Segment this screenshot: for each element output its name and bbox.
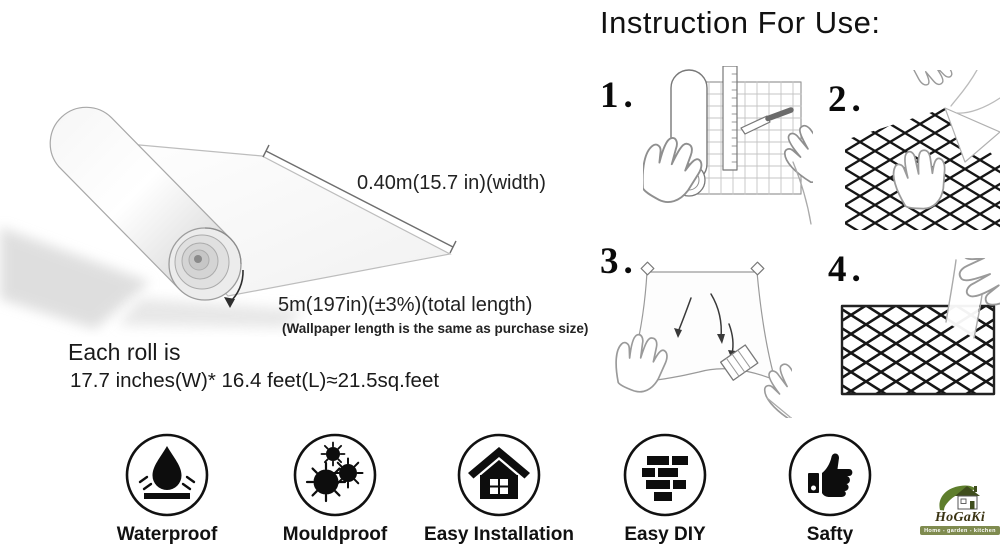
length-note: (Wallpaper length is the same as purchase size) bbox=[282, 321, 589, 336]
measure-and-cut-icon bbox=[643, 66, 813, 226]
peel-backing-icon bbox=[845, 70, 1000, 230]
feature-easy-diy bbox=[580, 431, 750, 546]
feature-label: Waterproof bbox=[116, 524, 218, 545]
sheet-shadow bbox=[118, 298, 305, 328]
feature-label: Easy Installation bbox=[424, 524, 574, 545]
step-4-number: 4. bbox=[828, 249, 866, 290]
brand-logo bbox=[920, 483, 1000, 535]
roll-size-heading: Each roll is bbox=[68, 339, 181, 365]
feature-label: Mouldproof bbox=[282, 524, 388, 545]
mould-spores-icon bbox=[291, 431, 379, 519]
step-3-number: 3. bbox=[600, 241, 638, 282]
instructions-title: Instruction For Use: bbox=[600, 5, 881, 40]
roll-spiral-end bbox=[169, 228, 241, 300]
width-dimension-label: 0.40m(15.7 in)(width) bbox=[357, 172, 546, 194]
leaf-house-icon bbox=[937, 483, 983, 513]
brand-tagline: Home - garden - kitchen bbox=[920, 526, 1000, 535]
roll-size-detail: 17.7 inches(W)* 16.4 feet(L)≈21.5sq.feet bbox=[70, 369, 440, 392]
step-2-number: 2. bbox=[828, 79, 866, 120]
length-dimension-label: 5m(197in)(±3%)(total length) bbox=[278, 294, 533, 316]
water-drop-icon bbox=[123, 431, 211, 519]
feature-safty bbox=[745, 431, 915, 546]
feature-waterproof bbox=[82, 431, 252, 546]
step-1-number: 1. bbox=[600, 75, 638, 116]
feature-label: Safty bbox=[806, 524, 854, 545]
thumbs-up-icon bbox=[786, 431, 874, 519]
feature-label: Easy DIY bbox=[624, 524, 706, 545]
feature-mouldproof bbox=[250, 431, 420, 546]
feature-easy-installation bbox=[414, 431, 584, 546]
hang-and-smooth-icon bbox=[615, 246, 792, 418]
pinching-hand-icon bbox=[900, 70, 962, 93]
brand-name: HoGaKi bbox=[934, 510, 986, 525]
brick-wall-icon bbox=[621, 431, 709, 519]
house-icon bbox=[455, 431, 543, 519]
press-flat-icon bbox=[836, 258, 1000, 418]
